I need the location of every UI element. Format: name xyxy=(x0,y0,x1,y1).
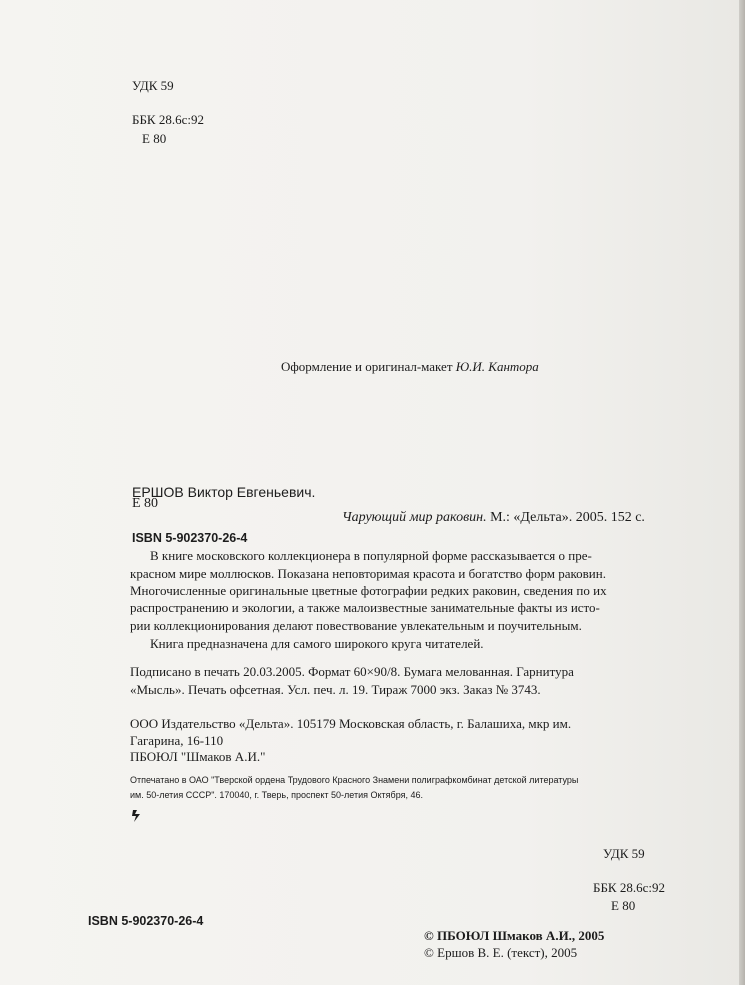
annotation-line-3: Многочисленные оригинальные цветные фотографии редких раковин, сведения по их xyxy=(130,583,607,598)
annotation-line-4: распространению и экологии, а также малоизвестные занимательные факты из исто- xyxy=(130,600,600,615)
annotation-line-6: Книга предназначена для самого широкого круга читателей. xyxy=(150,636,484,651)
print-info-line-1: Подписано в печать 20.03.2005. Формат 60×90/8. Бумага мелованная. Гарнитура xyxy=(130,664,574,679)
copyright-author: © Ершов В. Е. (текст), 2005 xyxy=(424,945,578,960)
entry-author: ЕРШОВ Виктор Евгеньевич. xyxy=(132,484,316,500)
bbk-top: ББК 28.6с:92 xyxy=(132,112,204,127)
isbn-bottom: ISBN 5-902370-26-4 xyxy=(88,914,204,928)
entry-code: Е 80 xyxy=(132,496,159,511)
design-credit xyxy=(281,359,539,375)
udk-bottom: УДК 59 xyxy=(603,846,645,861)
bbk-bottom: ББК 28.6с:92 xyxy=(593,880,665,895)
publisher-line-2: Гагарина, 16-110 xyxy=(130,733,224,748)
entry-title: Чарующий мир раковин. xyxy=(342,510,487,525)
print-info-line-2: «Мысль». Печать офсетная. Усл. печ. л. 19. Тираж 7000 экз. Заказ № 3743. xyxy=(130,682,541,697)
entry-isbn: ISBN 5-902370-26-4 xyxy=(132,531,248,545)
printer-line-2: им. 50-летия СССР". 170040, г. Тверь, проспект 50-летия Октября, 46. xyxy=(130,790,423,800)
udk-top: УДК 59 xyxy=(132,78,174,93)
printer-logo-icon xyxy=(130,808,144,824)
author-code-bottom: Е 80 xyxy=(611,898,636,913)
printer-line-1: Отпечатано в ОАО "Тверской ордена Трудового Красного Знамени полиграфкомбинат детской литературы xyxy=(130,775,579,785)
page-edge-shadow xyxy=(739,0,745,985)
design-credit-name: Ю.И. Кантора xyxy=(455,359,539,374)
entry-title-line xyxy=(342,510,645,526)
design-credit-label: Оформление и оригинал-макет xyxy=(281,359,453,374)
copyright-publisher: © ПБОЮЛ Шмаков А.И., 2005 xyxy=(424,928,605,943)
publisher-line-1: ООО Издательство «Дельта». 105179 Московская область, г. Балашиха, мкр им. xyxy=(130,716,572,731)
author-code-top: Е 80 xyxy=(142,131,167,146)
annotation-line-2: красном мире моллюсков. Показана неповторимая красота и богатство форм раковин. xyxy=(130,566,606,581)
entry-imprint: М.: «Дельта». 2005. 152 с. xyxy=(490,510,645,525)
publisher-line-3: ПБОЮЛ "Шмаков А.И." xyxy=(130,749,266,764)
annotation-line-5: рии коллекционирования делают повествование увлекательным и поучительным. xyxy=(130,618,582,633)
annotation-line-1: В книге московского коллекционера в популярной форме рассказывается о пре- xyxy=(150,548,592,563)
